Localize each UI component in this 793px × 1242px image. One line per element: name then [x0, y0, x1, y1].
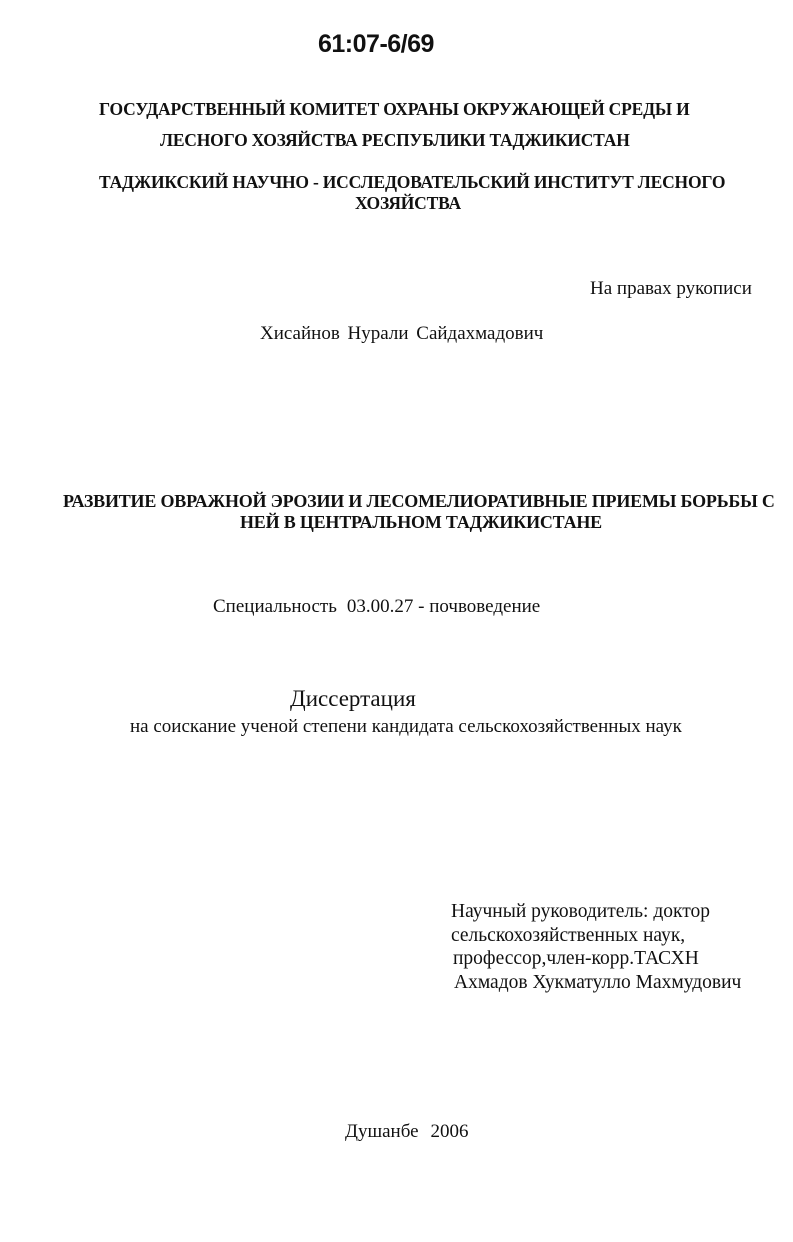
author-name: Хисайнов Нурали Сайдахмадович: [260, 323, 544, 344]
year: 2006: [430, 1121, 469, 1142]
institute-line-2: ХОЗЯЙСТВА: [355, 193, 461, 213]
specialty-label: Специальность: [213, 596, 337, 617]
specialty-code: 03.00.27 - почвоведение: [346, 596, 541, 617]
document-type: Диссертация: [290, 686, 416, 711]
title-line-1: РАЗВИТИЕ ОВРАЖНОЙ ЭРОЗИИ И ЛЕСОМЕЛИОРАТИВНЫЕ ПРИЕМЫ БОРЬБЫ С: [63, 491, 775, 511]
specialty-line: [213, 596, 540, 618]
supervisor-line-2: сельскохозяйственных наук,: [451, 924, 686, 946]
committee-line-1: ГОСУДАРСТВЕННЫЙ КОМИТЕТ ОХРАНЫ ОКРУЖАЮЩЕЙ СРЕДЫ И: [99, 99, 690, 119]
place-and-date: [345, 1121, 469, 1143]
city: Душанбе: [345, 1121, 419, 1142]
committee-line-2: ЛЕСНОГО ХОЗЯЙСТВА РЕСПУБЛИКИ ТАДЖИКИСТАН: [160, 130, 630, 150]
supervisor-line-4: Ахмадов Хукматулло Махмудович: [454, 971, 742, 993]
manuscript-rights-note: На правах рукописи: [590, 278, 752, 299]
institute-line-1: ТАДЖИКСКИЙ НАУЧНО - ИССЛЕДОВАТЕЛЬСКИЙ ИНСТИТУТ ЛЕСНОГО: [99, 172, 726, 192]
supervisor-block: [451, 900, 741, 994]
supervisor-line-1: Научный руководитель: доктор: [451, 901, 710, 922]
degree-line: на соискание ученой степени кандидата сельскохозяйственных наук: [130, 716, 682, 737]
title-line-2: НЕЙ В ЦЕНТРАЛЬНОМ ТАДЖИКИСТАНЕ: [240, 512, 602, 532]
call-number: 61:07-6/69: [318, 30, 434, 58]
supervisor-line-3: профессор,член-корр.ТАСХН: [453, 948, 699, 969]
